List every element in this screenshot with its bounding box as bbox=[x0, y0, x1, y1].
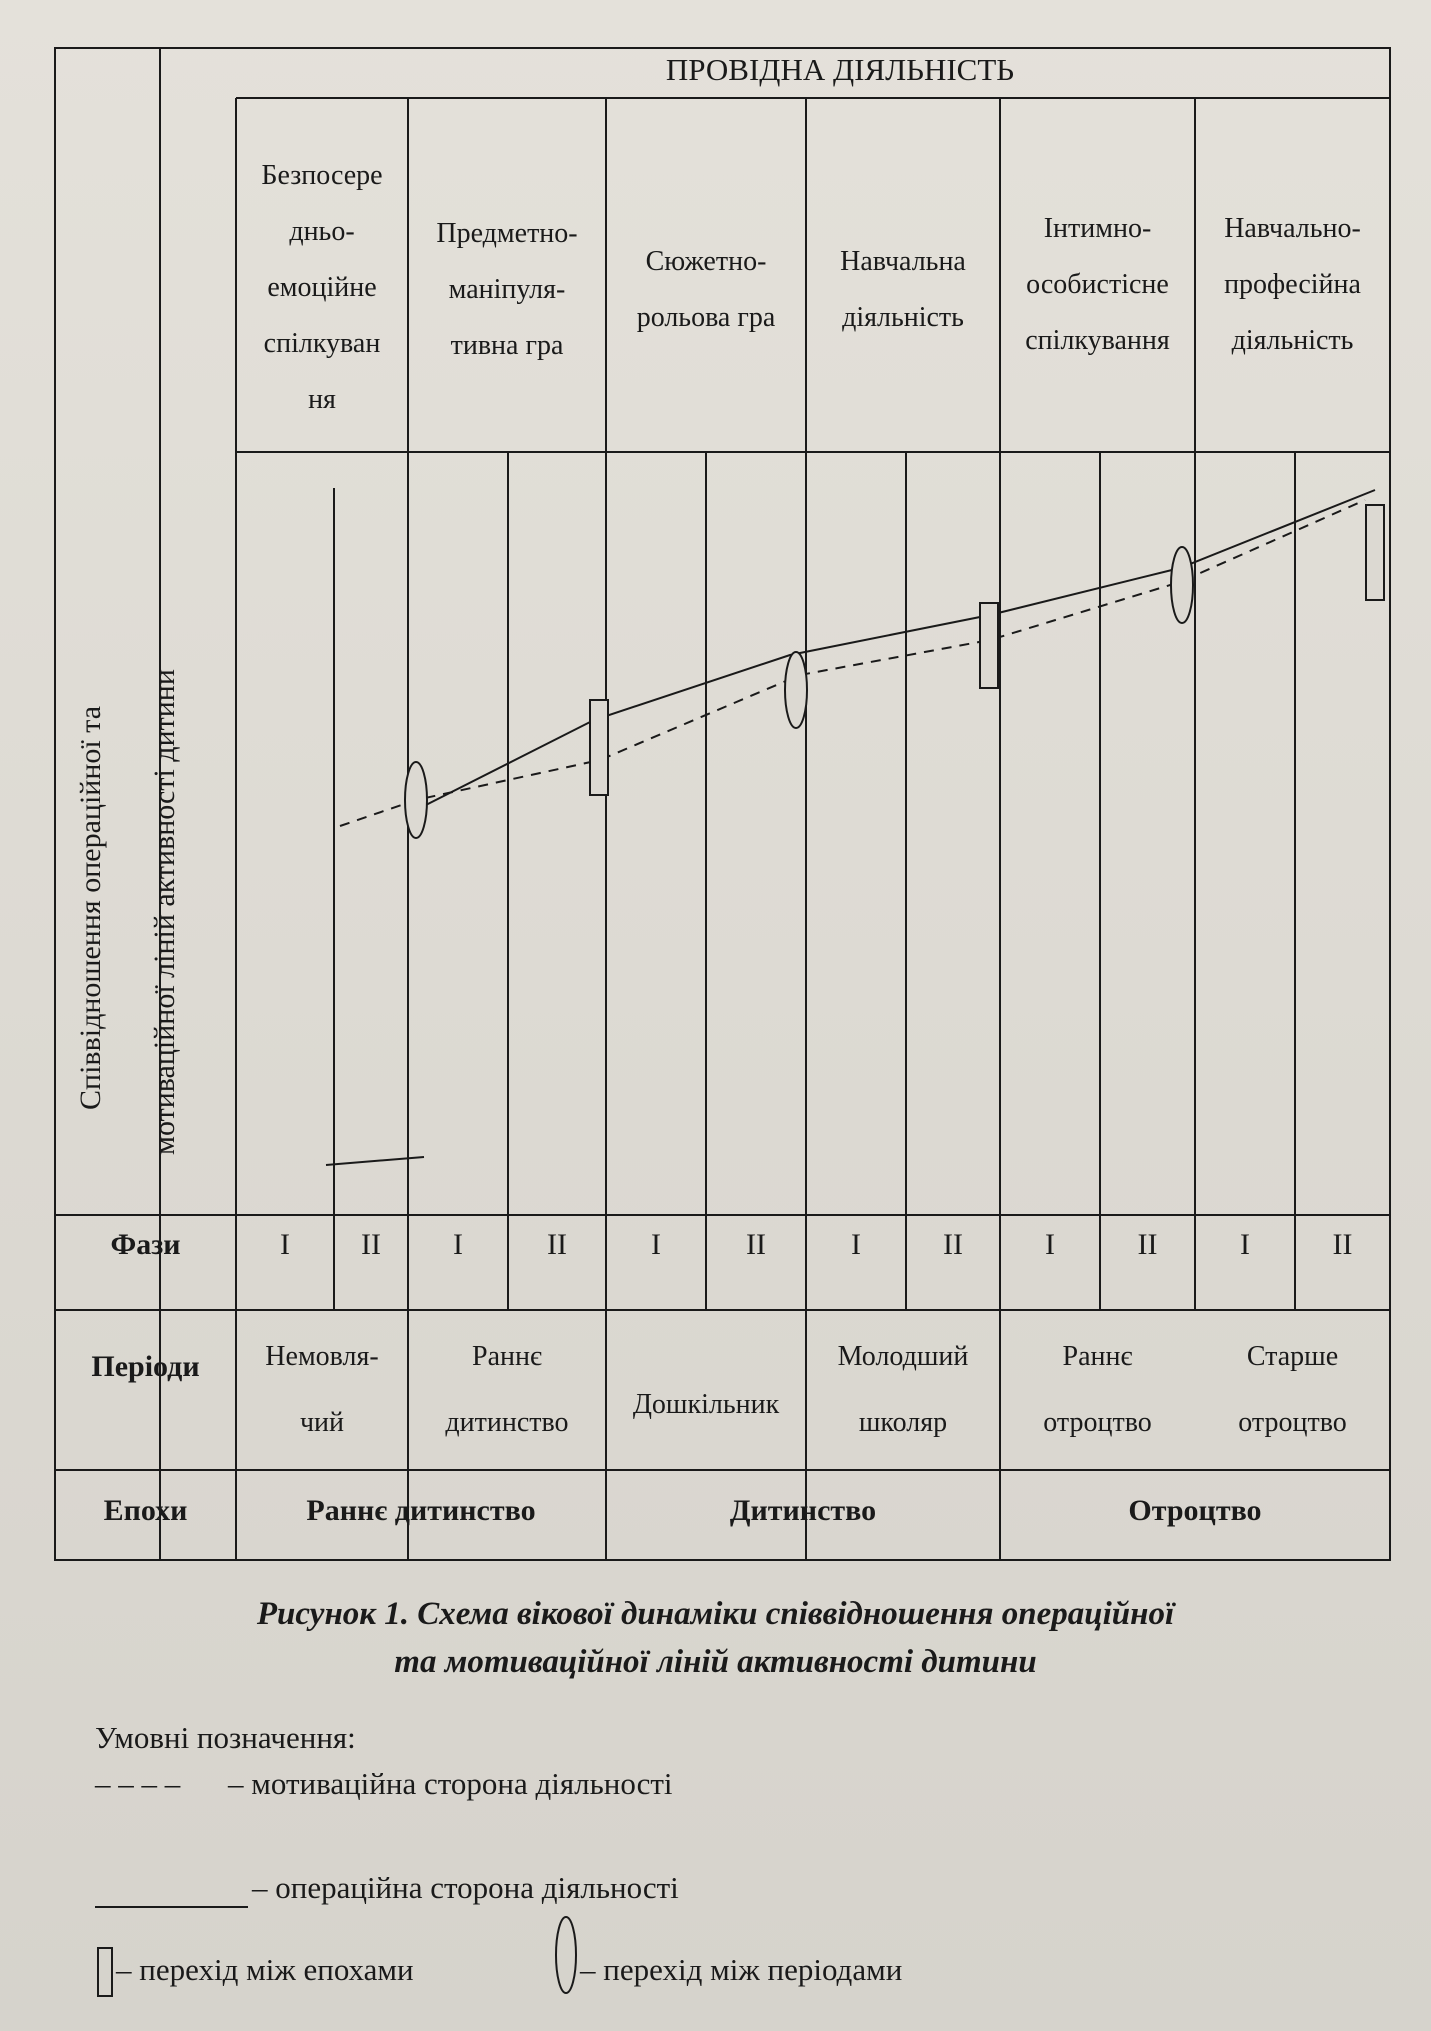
phase-cell: I bbox=[651, 1228, 661, 1261]
legend-ellipse-label: – перехід між періодами bbox=[580, 1952, 903, 1987]
phases-label: Фази bbox=[110, 1228, 181, 1261]
phase-cell: I bbox=[453, 1228, 463, 1261]
legend-dashed-label: – мотиваційна сторона діяльності bbox=[228, 1766, 673, 1801]
epochs-label: Епохи bbox=[103, 1494, 188, 1527]
periods-label: Періоди bbox=[91, 1350, 200, 1383]
period-cell: Старше отроцтво bbox=[1238, 1341, 1347, 1438]
figure-caption-line1: Рисунок 1. Схема вікової динаміки співвідношення операційної bbox=[256, 1596, 1175, 1632]
phase-cell: I bbox=[1045, 1228, 1055, 1261]
period-transition-ellipse bbox=[785, 652, 807, 728]
period-cell: Дошкільник bbox=[632, 1389, 780, 1420]
phase-cell: II bbox=[943, 1228, 963, 1261]
epoch-cell: Отроцтво bbox=[1128, 1494, 1262, 1527]
legend-rect-label: – перехід між епохами bbox=[116, 1952, 414, 1987]
phase-cell: I bbox=[851, 1228, 861, 1261]
epoch-cell: Раннє дитинство bbox=[306, 1494, 536, 1527]
period-cell: Молодший школяр bbox=[837, 1341, 969, 1438]
activity-cell: Інтимно- особистісне спілкування bbox=[1025, 213, 1170, 356]
epoch-transition-rect bbox=[980, 603, 998, 688]
motivational-line bbox=[340, 500, 1365, 826]
activity-cell: Навчально- професійна діяльність bbox=[1224, 213, 1361, 356]
operational-line bbox=[416, 490, 1375, 810]
phase-cell: II bbox=[547, 1228, 567, 1261]
epoch-transition-rect bbox=[1366, 505, 1384, 600]
period-cell: Немовля- чий bbox=[265, 1341, 379, 1438]
phase-cell: II bbox=[1137, 1228, 1158, 1261]
legend-title: Умовні позначення: bbox=[95, 1720, 356, 1755]
phase-cell: II bbox=[746, 1228, 766, 1261]
left-label-line1: Співвідношення операційної та bbox=[74, 705, 107, 1110]
header-title: ПРОВІДНА ДІЯЛЬНІСТЬ bbox=[665, 52, 1015, 87]
activity-cell: Сюжетно- рольова гра bbox=[636, 246, 776, 333]
epoch-transition-rect bbox=[590, 700, 608, 795]
period-transition-ellipse bbox=[405, 762, 427, 838]
figure-caption-line2: та мотиваційної ліній активності дитини bbox=[394, 1644, 1037, 1680]
activity-cell: Предметно- маніпуля- тивна гра bbox=[436, 218, 578, 361]
legend-dashed-symbol: – – – – bbox=[95, 1766, 181, 1801]
epoch-cell: Дитинство bbox=[729, 1494, 877, 1527]
legend-solid-label: – операційна сторона діяльності bbox=[252, 1870, 679, 1905]
phase-cell: I bbox=[280, 1228, 290, 1261]
left-label-line2: мотиваційної ліній активності дитини bbox=[148, 669, 181, 1155]
phase-cell: II bbox=[361, 1228, 381, 1261]
period-transition-ellipse bbox=[1171, 547, 1193, 623]
period-cell: Раннє дитинство bbox=[445, 1341, 569, 1438]
activity-cell: Навчальна діяльність bbox=[840, 246, 966, 333]
activity-cell: Безпосере дньо- емоційне спілкуван ня bbox=[261, 160, 383, 415]
period-cell: Раннє отроцтво bbox=[1043, 1341, 1152, 1438]
phase-cell: II bbox=[1332, 1228, 1353, 1261]
phase-cell: I bbox=[1240, 1228, 1250, 1261]
